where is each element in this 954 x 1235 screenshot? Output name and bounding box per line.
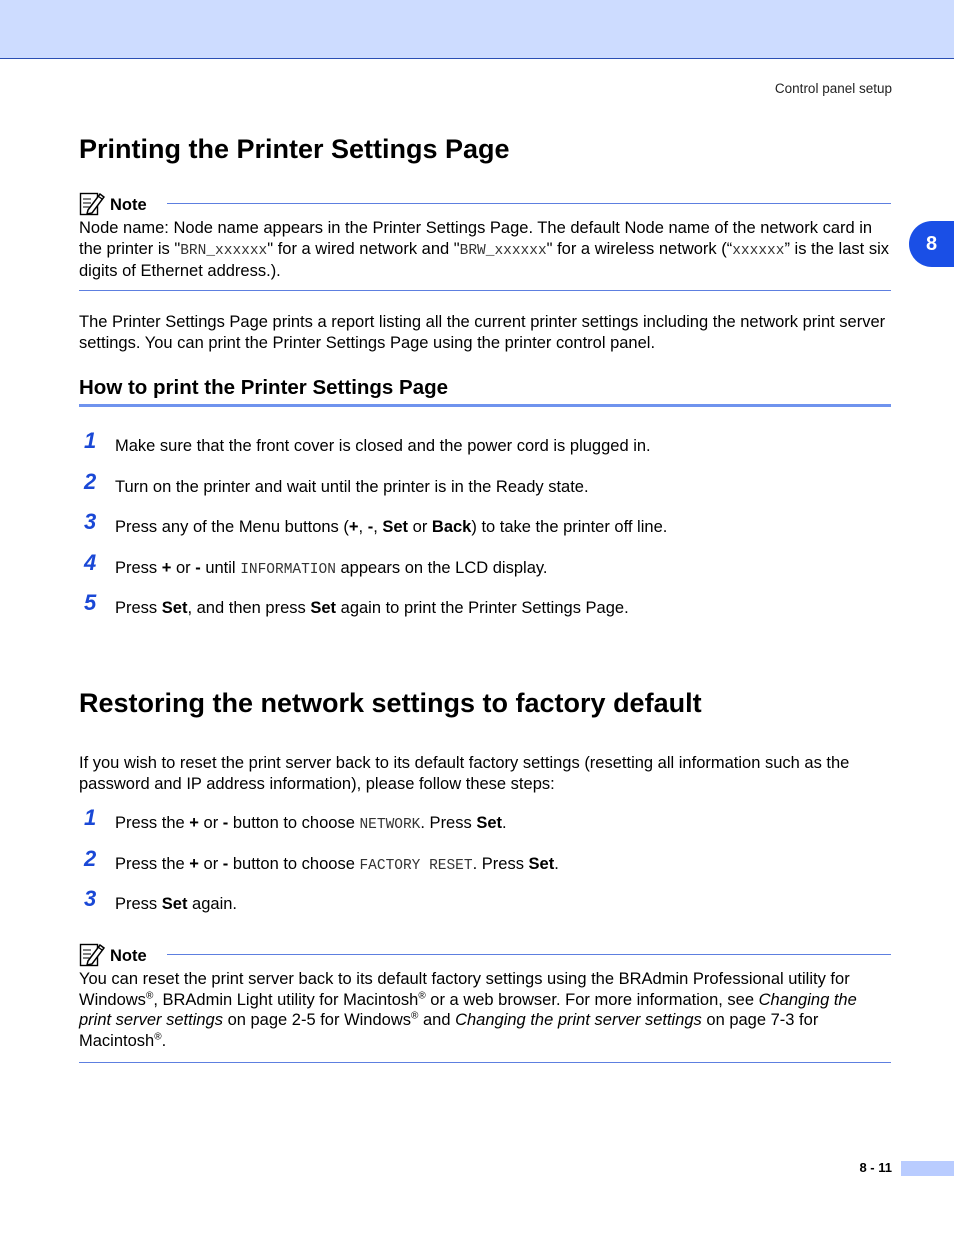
note-pencil-icon: [79, 941, 105, 967]
registered-mark: ®: [145, 990, 154, 1001]
registered-mark: ®: [418, 990, 426, 1001]
restore-step-2: [79, 846, 891, 878]
step-number: 3: [84, 886, 97, 911]
step-number: 2: [84, 469, 97, 494]
registered-mark: ®: [411, 1010, 419, 1022]
note-top-rule: [167, 203, 891, 204]
running-header: Control panel setup: [774, 81, 892, 96]
link-changing-settings-windows[interactable]: Changing the print server settings: [79, 990, 857, 1029]
step-text: Make sure that the front cover is closed and the power cord is plugged in.: [115, 437, 651, 455]
note-header: [79, 190, 891, 216]
chapter-number: 8: [926, 232, 938, 255]
step-text: Press the + or - button to choose NETWORK. Press Set.: [115, 814, 507, 833]
step-number: 1: [84, 428, 97, 453]
restore-step-1: [79, 805, 891, 837]
step-number: 3: [84, 509, 97, 534]
step-text: Press + or - until INFORMATION appears on the LCD display.: [115, 559, 548, 578]
note-pencil-icon: [79, 190, 105, 216]
step-text: Turn on the printer and wait until the printer is in the Ready state.: [115, 478, 589, 496]
note-bottom-rule: [79, 1062, 891, 1063]
intro-paragraph-restoring: If you wish to reset the print server back to its default factory settings (resetting all information such as the password and IP address information), please follow these steps:: [79, 754, 850, 793]
footer-bar: [901, 1161, 954, 1176]
step-1: [79, 428, 891, 460]
code-brn: BRN_xxxxxx: [180, 242, 268, 259]
registered-mark: ®: [154, 1031, 162, 1042]
subsection-title-how-to-print: How to print the Printer Settings Page: [79, 376, 891, 407]
intro-paragraph-printing: The Printer Settings Page prints a report listing all the current printer settings including the network print server settings. You can print the Printer Settings Page using the printer control panel.: [79, 313, 886, 352]
step-3: [79, 509, 891, 541]
step-text: Press any of the Menu buttons (+, -, Set or Back) to take the printer off line.: [115, 518, 668, 536]
note-body-node-name: Node name: Node name appears in the Printer Settings Page. The default Node name of the network card in the printer is "BRN_xxxxxx" for a wired network and "BRW_xxxxxx" for a wireless network (“xxxxxx” is the last six digits of Ethernet address.).: [79, 219, 889, 280]
step-text: Press the + or - button to choose FACTORY RESET. Press Set.: [115, 855, 559, 874]
code-network: NETWORK: [359, 817, 421, 833]
code-xxxxxx: xxxxxx: [732, 242, 785, 259]
step-2: [79, 469, 891, 501]
note-body-bradmin: You can reset the print server back to its default factory settings using the BRAdmin Professional utility for Windows®, BRAdmin Light utility for Macintosh® or a web browser. For more information, see Changing the print server settings on page 2-5 for Windows® and Changing the print server settings on page 7-3 for Macintosh®.: [79, 970, 857, 1050]
top-header-band: [0, 0, 954, 59]
step-number: 2: [84, 846, 97, 871]
note-label: Note: [110, 196, 147, 214]
link-changing-settings-mac[interactable]: Changing the print server settings: [455, 1011, 702, 1029]
code-factory-reset: FACTORY RESET: [359, 858, 473, 874]
page-number: 8 - 11: [859, 1160, 892, 1175]
code-information: INFORMATION: [240, 562, 336, 578]
section-title-printing: Printing the Printer Settings Page: [79, 134, 510, 164]
chapter-tab[interactable]: [909, 221, 954, 267]
restore-step-3: [79, 886, 891, 918]
section-title-restoring: Restoring the network settings to factory default: [79, 688, 702, 718]
step-number: 1: [84, 805, 97, 830]
step-4: [79, 550, 891, 582]
note-top-rule: [167, 954, 891, 955]
code-brw: BRW_xxxxxx: [459, 242, 547, 259]
step-text: Press Set, and then press Set again to print the Printer Settings Page.: [115, 599, 629, 617]
note-label: Note: [110, 947, 147, 965]
step-number: 4: [84, 550, 97, 575]
step-number: 5: [84, 590, 97, 615]
note-bottom-rule: [79, 290, 891, 291]
step-5: [79, 590, 891, 622]
note-header-2: [79, 941, 891, 967]
step-text: Press Set again.: [115, 895, 237, 913]
